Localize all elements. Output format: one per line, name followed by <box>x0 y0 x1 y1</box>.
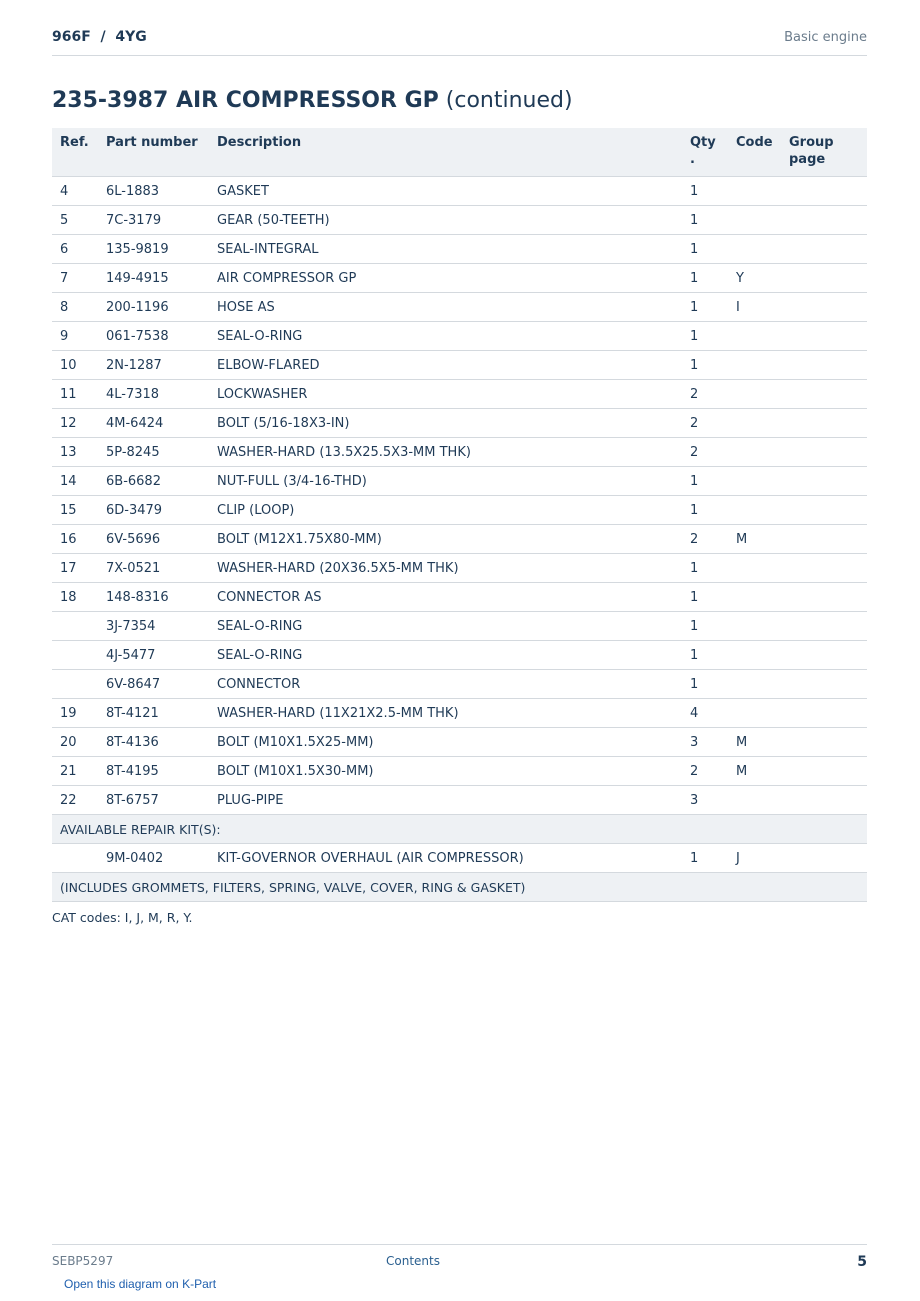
code-cell <box>728 641 781 670</box>
code-cell <box>728 380 781 409</box>
code-cell: Y <box>728 264 781 293</box>
col-header-description: Description <box>209 128 682 177</box>
ref-cell: 6 <box>52 235 98 264</box>
part-number-cell: 9M-0402 <box>98 844 209 873</box>
parts-table-body <box>52 177 867 902</box>
qty-cell: 1 <box>682 844 728 873</box>
part-number-cell: 4L-7318 <box>98 380 209 409</box>
description-cell: SEAL-O-RING <box>209 641 682 670</box>
group-page-cell <box>781 264 867 293</box>
code-cell: M <box>728 757 781 786</box>
ref-cell: 4 <box>52 177 98 206</box>
group-page-cell <box>781 467 867 496</box>
table-row <box>52 235 867 264</box>
table-row <box>52 409 867 438</box>
table-row <box>52 322 867 351</box>
ref-cell: 5 <box>52 206 98 235</box>
code-cell <box>728 438 781 467</box>
col-header-group-page: Group page <box>781 128 867 177</box>
table-row <box>52 467 867 496</box>
description-cell: CONNECTOR AS <box>209 583 682 612</box>
part-number-cell: 200-1196 <box>98 293 209 322</box>
table-row <box>52 525 867 554</box>
part-number-cell: 8T-4121 <box>98 699 209 728</box>
table-row <box>52 757 867 786</box>
table-row <box>52 293 867 322</box>
qty-cell: 1 <box>682 583 728 612</box>
part-number-cell: 8T-4195 <box>98 757 209 786</box>
description-cell: BOLT (M12X1.75X80-MM) <box>209 525 682 554</box>
table-row <box>52 264 867 293</box>
col-header-part-number: Part number <box>98 128 209 177</box>
qty-cell: 1 <box>682 351 728 380</box>
table-row <box>52 380 867 409</box>
code-cell <box>728 351 781 380</box>
description-cell: AIR COMPRESSOR GP <box>209 264 682 293</box>
ref-cell: 21 <box>52 757 98 786</box>
table-row <box>52 496 867 525</box>
part-number-cell: 061-7538 <box>98 322 209 351</box>
ref-cell: 20 <box>52 728 98 757</box>
part-number-cell: 135-9819 <box>98 235 209 264</box>
section-name: Basic engine <box>784 30 867 45</box>
code-cell <box>728 554 781 583</box>
qty-cell: 1 <box>682 177 728 206</box>
table-row <box>52 786 867 815</box>
col-header-ref: Ref. <box>52 128 98 177</box>
code-cell: J <box>728 844 781 873</box>
description-cell: BOLT (5/16-18X3-IN) <box>209 409 682 438</box>
part-number-cell: 6V-8647 <box>98 670 209 699</box>
ref-cell: 7 <box>52 264 98 293</box>
qty-cell: 2 <box>682 757 728 786</box>
group-page-cell <box>781 409 867 438</box>
ref-cell: 10 <box>52 351 98 380</box>
group-page-cell <box>781 844 867 873</box>
part-number-cell: 4J-5477 <box>98 641 209 670</box>
table-row <box>52 177 867 206</box>
qty-cell: 3 <box>682 728 728 757</box>
group-page-cell <box>781 496 867 525</box>
title-suffix: (continued) <box>445 88 573 113</box>
table-row <box>52 554 867 583</box>
qty-cell: 1 <box>682 496 728 525</box>
description-cell: LOCKWASHER <box>209 380 682 409</box>
group-page-cell <box>781 670 867 699</box>
group-page-cell <box>781 322 867 351</box>
code-cell <box>728 699 781 728</box>
group-page-cell <box>781 293 867 322</box>
code-cell: M <box>728 525 781 554</box>
qty-cell: 1 <box>682 322 728 351</box>
group-page-cell <box>781 641 867 670</box>
description-cell: GASKET <box>209 177 682 206</box>
repair-kit-heading-row <box>52 815 867 844</box>
table-header-row <box>52 128 867 177</box>
qty-cell: 3 <box>682 786 728 815</box>
cat-codes: CAT codes: I, J, M, R, Y. <box>52 910 193 925</box>
ref-cell: 9 <box>52 322 98 351</box>
description-cell: SEAL-O-RING <box>209 612 682 641</box>
group-page-cell <box>781 380 867 409</box>
table-row <box>52 670 867 699</box>
page-number: 5 <box>857 1254 867 1270</box>
group-page-cell <box>781 351 867 380</box>
qty-cell: 2 <box>682 525 728 554</box>
qty-cell: 1 <box>682 293 728 322</box>
description-cell: BOLT (M10X1.5X30-MM) <box>209 757 682 786</box>
group-page-cell <box>781 786 867 815</box>
part-number-cell: 4M-6424 <box>98 409 209 438</box>
part-number-cell: 148-8316 <box>98 583 209 612</box>
group-page-cell <box>781 525 867 554</box>
col-header-qty: Qty . <box>682 128 728 177</box>
qty-cell: 1 <box>682 235 728 264</box>
table-row <box>52 206 867 235</box>
part-number-cell: 3J-7354 <box>98 612 209 641</box>
document-id: SEBP5297 <box>52 1254 114 1268</box>
code-cell: I <box>728 293 781 322</box>
ref-cell: 8 <box>52 293 98 322</box>
part-number-cell: 6B-6682 <box>98 467 209 496</box>
group-page-cell <box>781 699 867 728</box>
table-row <box>52 641 867 670</box>
part-number-cell: 6D-3479 <box>98 496 209 525</box>
part-number-cell: 149-4915 <box>98 264 209 293</box>
description-cell: BOLT (M10X1.5X25-MM) <box>209 728 682 757</box>
col-header-code: Code <box>728 128 781 177</box>
code-cell <box>728 496 781 525</box>
description-cell: SEAL-O-RING <box>209 322 682 351</box>
ref-cell <box>52 612 98 641</box>
table-row <box>52 728 867 757</box>
ref-cell: 22 <box>52 786 98 815</box>
ref-cell: 11 <box>52 380 98 409</box>
part-number-cell: 7C-3179 <box>98 206 209 235</box>
code-cell <box>728 612 781 641</box>
description-cell: ELBOW-FLARED <box>209 351 682 380</box>
code-cell <box>728 467 781 496</box>
group-page-cell <box>781 554 867 583</box>
code-cell <box>728 786 781 815</box>
qty-cell: 2 <box>682 380 728 409</box>
repair-kit-note: (INCLUDES GROMMETS, FILTERS, SPRING, VALVE, COVER, RING & GASKET) <box>52 873 867 902</box>
ref-cell <box>52 670 98 699</box>
code-cell <box>728 235 781 264</box>
machine-model: 966F / 4YG <box>52 29 147 45</box>
ref-cell: 14 <box>52 467 98 496</box>
qty-cell: 1 <box>682 554 728 583</box>
contents-link[interactable]: Contents <box>386 1254 440 1268</box>
code-cell: M <box>728 728 781 757</box>
ref-cell <box>52 844 98 873</box>
group-page-cell <box>781 612 867 641</box>
kpart-diagram-link[interactable]: Open this diagram on K-Part <box>64 1277 217 1291</box>
description-cell: CONNECTOR <box>209 670 682 699</box>
description-cell: HOSE AS <box>209 293 682 322</box>
repair-kit-note-row <box>52 873 867 902</box>
group-page-cell <box>781 438 867 467</box>
table-row <box>52 699 867 728</box>
ref-cell: 17 <box>52 554 98 583</box>
table-row <box>52 844 867 873</box>
description-cell: WASHER-HARD (11X21X2.5-MM THK) <box>209 699 682 728</box>
ref-cell: 15 <box>52 496 98 525</box>
qty-cell: 2 <box>682 409 728 438</box>
description-cell: PLUG-PIPE <box>209 786 682 815</box>
qty-cell: 1 <box>682 467 728 496</box>
description-cell: NUT-FULL (3/4-16-THD) <box>209 467 682 496</box>
description-cell: SEAL-INTEGRAL <box>209 235 682 264</box>
code-cell <box>728 177 781 206</box>
ref-cell: 18 <box>52 583 98 612</box>
description-cell: KIT-GOVERNOR OVERHAUL (AIR COMPRESSOR) <box>209 844 682 873</box>
qty-cell: 4 <box>682 699 728 728</box>
page-header <box>52 27 867 56</box>
qty-cell: 2 <box>682 438 728 467</box>
code-cell <box>728 409 781 438</box>
ref-cell: 12 <box>52 409 98 438</box>
part-number-cell: 8T-4136 <box>98 728 209 757</box>
page-footer <box>52 1244 867 1301</box>
description-cell: WASHER-HARD (13.5X25.5X3-MM THK) <box>209 438 682 467</box>
group-page-cell <box>781 583 867 612</box>
part-number-cell: 2N-1287 <box>98 351 209 380</box>
ref-cell: 16 <box>52 525 98 554</box>
group-page-cell <box>781 177 867 206</box>
code-cell <box>728 206 781 235</box>
parts-table <box>52 128 867 902</box>
group-page-cell <box>781 728 867 757</box>
code-cell <box>728 670 781 699</box>
qty-cell: 1 <box>682 670 728 699</box>
group-page-cell <box>781 235 867 264</box>
description-cell: GEAR (50-TEETH) <box>209 206 682 235</box>
ref-cell: 19 <box>52 699 98 728</box>
part-number-cell: 6L-1883 <box>98 177 209 206</box>
page-title <box>52 88 573 113</box>
repair-kit-heading: AVAILABLE REPAIR KIT(S): <box>52 815 867 844</box>
qty-cell: 1 <box>682 641 728 670</box>
qty-cell: 1 <box>682 264 728 293</box>
table-row <box>52 351 867 380</box>
table-row <box>52 583 867 612</box>
part-number-cell: 6V-5696 <box>98 525 209 554</box>
part-number-cell: 7X-0521 <box>98 554 209 583</box>
table-row <box>52 612 867 641</box>
description-cell: CLIP (LOOP) <box>209 496 682 525</box>
code-cell <box>728 583 781 612</box>
qty-cell: 1 <box>682 206 728 235</box>
code-cell <box>728 322 781 351</box>
description-cell: WASHER-HARD (20X36.5X5-MM THK) <box>209 554 682 583</box>
group-page-cell <box>781 757 867 786</box>
part-number-cell: 5P-8245 <box>98 438 209 467</box>
group-page-cell <box>781 206 867 235</box>
ref-cell <box>52 641 98 670</box>
ref-cell: 13 <box>52 438 98 467</box>
qty-cell: 1 <box>682 612 728 641</box>
part-number-cell: 8T-6757 <box>98 786 209 815</box>
title-part: 235-3987 AIR COMPRESSOR GP <box>52 88 439 113</box>
table-row <box>52 438 867 467</box>
